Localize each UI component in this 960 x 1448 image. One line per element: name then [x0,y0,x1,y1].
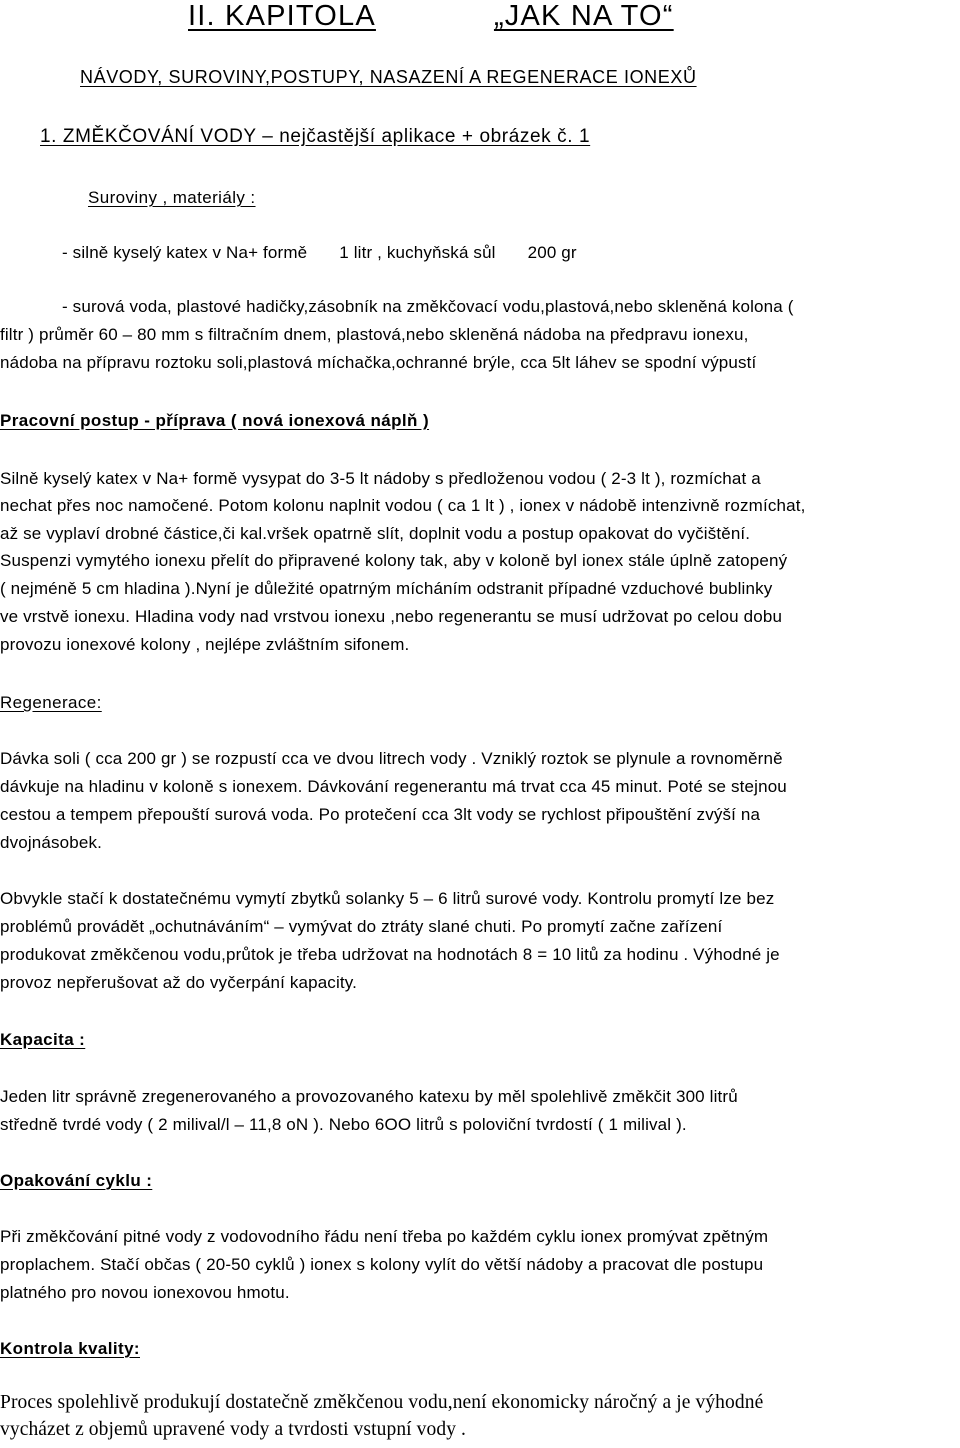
capacity-heading: Kapacita : [0,1030,86,1049]
materials-line: - surová voda, plastové hadičky,zásobník na změkčovací vodu,plastová,nebo skleněná kolona ( [62,297,794,316]
procedure-line: Silně kyselý katex v Na+ formě vysypat do 3-5 lt nádoby s předloženou vodou ( 2-3 lt ), rozmíchat a [0,469,761,488]
quality-line: Proces spolehlivě produkují dostatečně změkčenou vodu,není ekonomicky náročný a je výhodné [0,1392,764,1413]
cycle-line: proplachem. Stačí občas ( 20-50 cyklů ) ionex s kolony vylít do větší nádoby a pracovat dle postupu [0,1255,764,1274]
cycle-line: platného pro novou ionexovou hmotu. [0,1283,290,1302]
chapter-subtitle: NÁVODY, SUROVINY,POSTUPY, NASAZENÍ A REGENERACE IONEXŮ [80,67,697,87]
materials-line: filtr ) průměr 60 – 80 mm s filtračním dnem, plastová,nebo skleněná nádoba na předpravu ionexu, [0,325,749,344]
cycle-heading: Opakování cyklu : [0,1171,153,1190]
capacity-line: středně tvrdé vody ( 2 milival/l – 11,8 oN ). Nebo 6OO litrů s poloviční tvrdostí ( 1 milival ). [0,1115,687,1134]
procedure-line: ( nejméně 5 cm hladina ).Nyní je důležité opatrným mícháním odstranit případné vzduchové bublinky [0,579,773,598]
materials-heading: Suroviny , materiály : [88,188,256,207]
procedure-line: až se vyplaví drobné částice,či kal.vršek opatrně slít, doplnit vodu a postup opakovat do vyčištění. [0,524,751,543]
chapter-title-left: II. KAPITOLA [188,0,376,32]
section-heading: 1. ZMĚKČOVÁNÍ VODY – nejčastější aplikace + obrázek č. 1 [40,126,591,147]
cycle-line: Při změkčování pitné vody z vodovodního řádu není třeba po každém cyklu ionex promývat zpětným [0,1227,769,1246]
procedure-line: ve vrstvě ionexu. Hladina vody nad vrstvou ionexu ,nebo regenerantu se musí udržovat po celou dobu [0,607,783,626]
regeneration-line: problémů provádět „ochutnáváním“ – vymývat do ztráty slané chuti. Po promytí začne zařízení [0,917,723,936]
procedure-line: nechat přes noc namočené. Potom kolonu naplnit vodou ( ca 1 lt ) , ionex v nádobě intenzivně rozmíchat, [0,496,806,515]
regeneration-line: produkovat změkčenou vodu,průtok je třeba udržovat na hodnotách 8 = 10 litů za hodinu . Výhodné je [0,945,780,964]
regeneration-line: cestou a tempem přepouští surová voda. Po protečení cca 3lt vody se rychlost připouštění zvýší na [0,805,761,824]
chapter-title-right: „JAK NA TO“ [493,0,674,32]
materials-line: nádoba na přípravu roztoku soli,plastová míchačka,ochranné brýle, cca 5lt láhev se spodní výpustí [0,353,757,372]
procedure-line: Suspenzi vymytého ionexu přelít do připravené kolony tak, aby v koloně byl ionex stále úplně zatopený [0,551,788,570]
quality-line: vycházet z objemů upravené vody a tvrdosti vstupní vody . [0,1419,467,1440]
procedure-heading: Pracovní postup - příprava ( nová ionexová náplň ) [0,411,430,430]
quality-heading: Kontrola kvality: [0,1339,140,1358]
procedure-line: provozu ionexové kolony , nejlépe zvláštním sifonem. [0,635,410,654]
regeneration-line: dávkuje na hladinu v koloně s ionexem. Dávkování regenerantu má trvat cca 45 minut. Poté se stejnou [0,777,787,796]
regeneration-line: provoz nepřerušovat až do vyčerpání kapacity. [0,973,358,992]
regeneration-heading: Regenerace: [0,693,102,712]
regeneration-line: Obvykle stačí k dostatečnému vymytí zbytků solanky 5 – 6 litrů surové vody. Kontrolu promytí lze bez [0,889,775,908]
materials-first-line: - silně kyselý katex v Na+ formě 1 litr , kuchyňská sůl 200 gr [62,243,577,262]
regeneration-line: dvojnásobek. [0,833,102,852]
capacity-line: Jeden litr správně zregenerovaného a provozovaného katexu by měl spolehlivě změkčit 300 litrů [0,1087,738,1106]
regeneration-line: Dávka soli ( cca 200 gr ) se rozpustí cca ve dvou litrech vody . Vzniklý roztok se plynule a rovnoměrně [0,749,783,768]
chapter-title [188,0,674,33]
